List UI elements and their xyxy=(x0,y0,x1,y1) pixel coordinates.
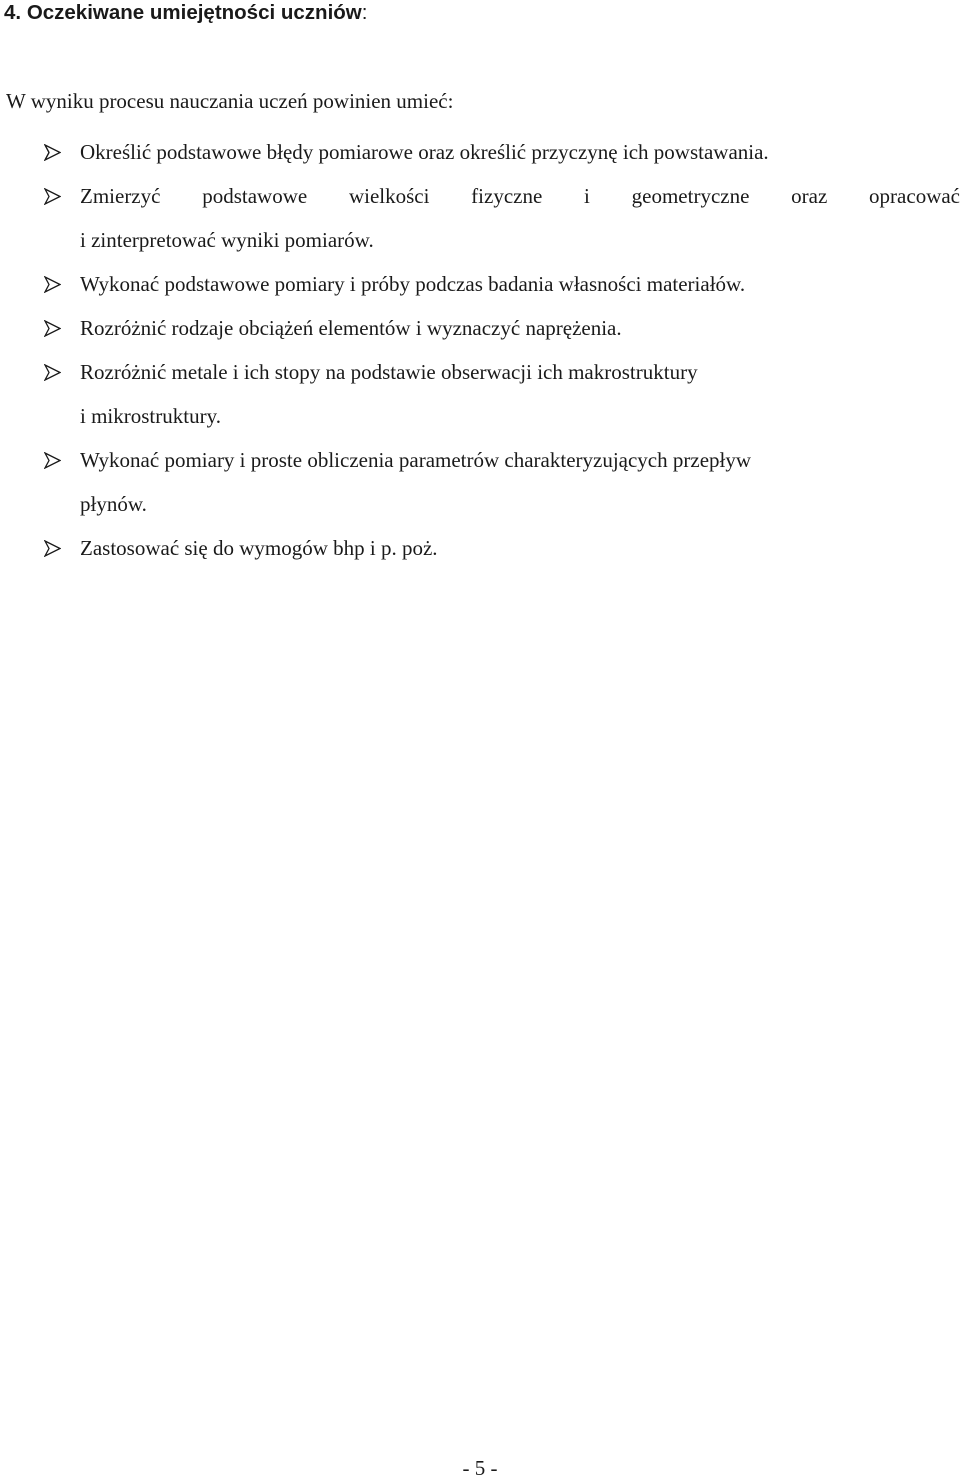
list-item xyxy=(0,174,960,262)
list-item xyxy=(0,262,960,306)
section-title-colon: : xyxy=(361,1,368,24)
page-number: - 5 - xyxy=(462,1456,498,1480)
skills-list xyxy=(0,130,960,570)
list-item-text: Zmierzyć podstawowe wielkości fizyczne i geometryczne oraz opracować xyxy=(80,184,960,208)
list-item xyxy=(0,438,960,526)
arrowhead-bullet-icon xyxy=(44,276,61,293)
list-item-text: Rozróżnić metale i ich stopy na podstawie obserwacji ich makrostruktury xyxy=(80,360,698,384)
arrowhead-bullet-icon xyxy=(44,320,61,337)
arrowhead-bullet-icon xyxy=(44,452,61,469)
arrowhead-bullet-icon xyxy=(44,540,61,557)
list-item-text: Wykonać podstawowe pomiary i próby podczas badania własności materiałów. xyxy=(80,272,746,296)
list-item xyxy=(0,350,960,438)
section-number: 4. xyxy=(4,1,22,24)
intro-text: W wyniku procesu nauczania uczeń powinien umieć: xyxy=(6,89,454,113)
list-item-text: Zastosować się do wymogów bhp i p. poż. xyxy=(80,536,438,560)
arrowhead-bullet-icon xyxy=(44,364,61,381)
list-item xyxy=(0,526,960,570)
list-item xyxy=(0,130,960,174)
arrowhead-bullet-icon xyxy=(44,144,61,161)
section-heading xyxy=(4,0,367,26)
list-item-text: Określić podstawowe błędy pomiarowe oraz określić przyczynę ich powstawania. xyxy=(80,140,769,164)
list-item-text: Wykonać pomiary i proste obliczenia parametrów charakteryzujących przepływ xyxy=(80,448,752,472)
arrowhead-bullet-icon xyxy=(44,188,61,205)
list-item-text-continued: płynów. xyxy=(80,492,147,516)
section-title: Oczekiwane umiejętności uczniów xyxy=(26,1,362,24)
list-item-text-continued: i zinterpretować wyniki pomiarów. xyxy=(80,228,374,252)
list-item-text-continued: i mikrostruktury. xyxy=(80,404,221,428)
list-item-text: Rozróżnić rodzaje obciążeń elementów i wyznaczyć naprężenia. xyxy=(80,316,622,340)
list-item xyxy=(0,306,960,350)
